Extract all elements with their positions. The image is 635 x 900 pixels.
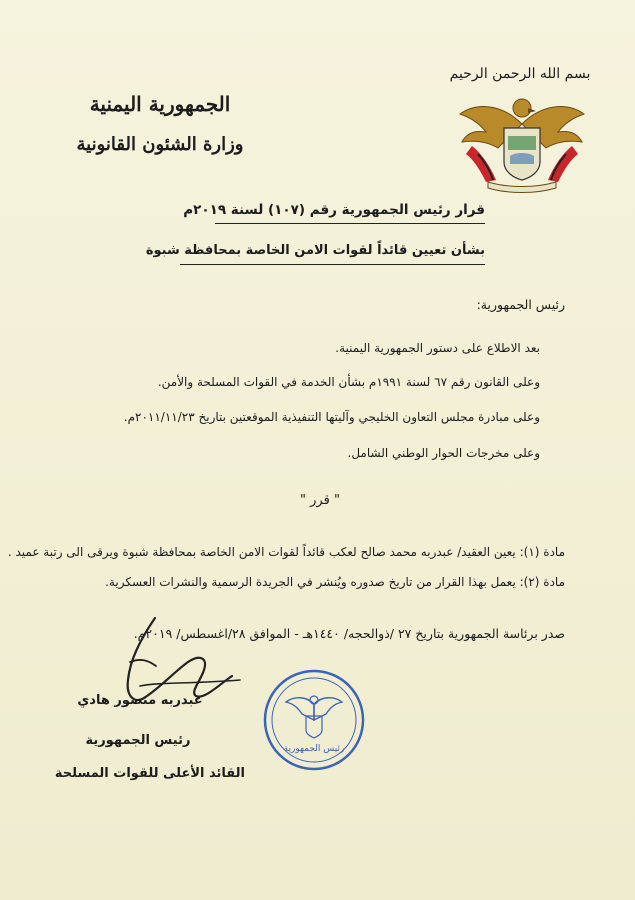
verdict-heading: " قرر " [300,493,340,508]
ministry-title: وزارة الشئون القانونية [76,134,244,155]
decree-title: قرار رئيس الجمهورية رقم (١٠٧) لسنة ٢٠١٩م [183,202,485,218]
subject-underline [180,264,485,265]
republic-title: الجمهورية اليمنية [89,92,231,116]
article-1: مادة (١): يعين العقيد/ عبدربه محمد صالح لعكب قائداً لقوات الامن الخاصة بمحافظة شبوة ويرقى الى رتبة عميد . [7,545,565,559]
signatory-name: عبدربه منصور هادي [77,693,203,708]
seal-text: رئيس الجمهورية [283,744,345,754]
addressee: رئيس الجمهورية: [476,297,565,312]
signatory-role: القائد الأعلى للقوات المسلحة [54,766,245,781]
title-underline [215,223,485,224]
handwritten-signature [100,600,280,740]
eagle-emblem-icon [452,84,592,194]
recital-1: بعد الاطلاع على دستور الجمهورية اليمنية. [335,341,540,355]
issued-line: صدر برئاسة الجمهورية بتاريخ ٢٧ /ذوالحجه/ ١٤٤٠هـ - الموافق ٢٨/اغسطس/ ٢٠١٩م. [133,626,565,641]
decree-subject: بشأن تعيين قائداً لقوات الامن الخاصة بمحافظة شبوة [145,243,485,258]
recital-3: وعلى مبادرة مجلس التعاون الخليجي وآليتها التنفيذية الموقعتين بتاريخ ٢٠١١/١١/٢٣م. [123,410,540,424]
bismillah: بسم الله الرحمن الرحيم [449,66,591,82]
signatory-title: رئيس الجمهورية [85,733,191,748]
recital-4: وعلى مخرجات الحوار الوطني الشامل. [347,446,540,460]
recital-2: وعلى القانون رقم ٦٧ لسنة ١٩٩١م بشأن الخدمة في القوات المسلحة والأمن. [157,375,540,389]
article-2: مادة (٢): يعمل بهذا القرار من تاريخ صدوره ويُنشر في الجريدة الرسمية والنشرات العسكرية. [105,575,565,589]
